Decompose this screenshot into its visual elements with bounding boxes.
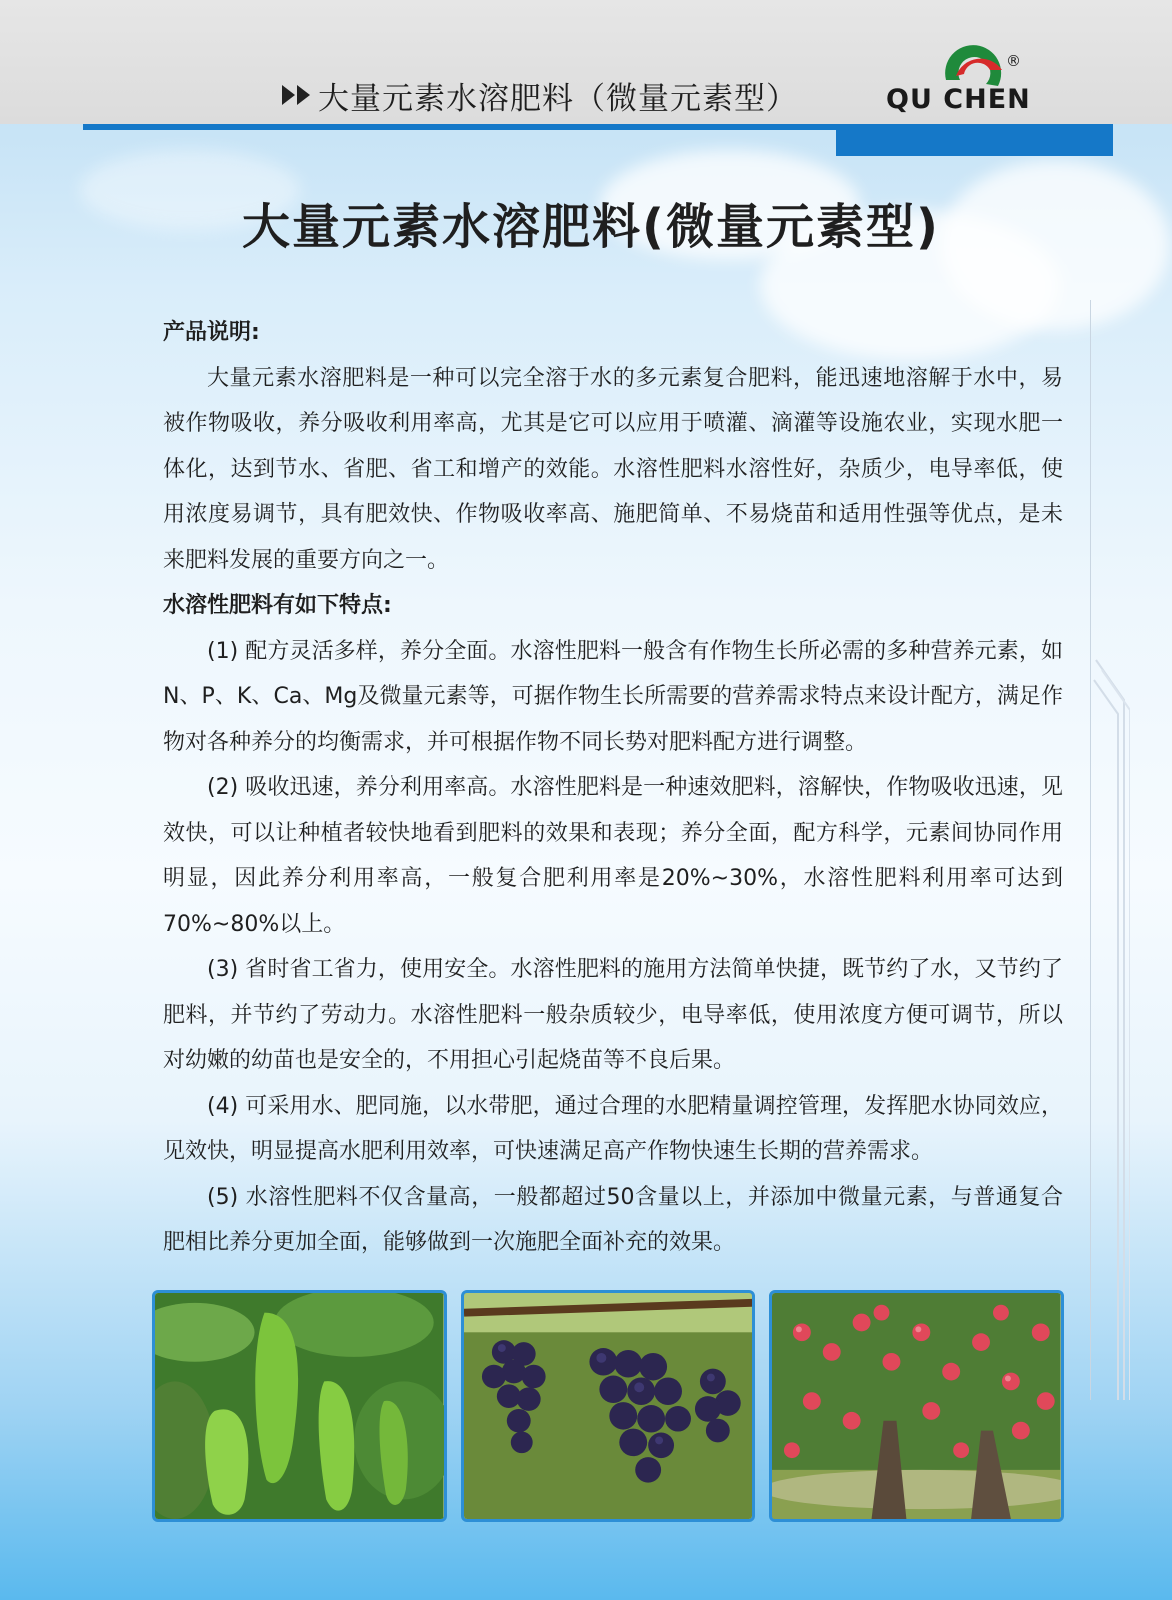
double-arrow-icon [282,85,310,105]
feature-item: (5) 水溶性肥料不仅含量高，一般都超过50含量以上，并添加中微量元素，与普通复合肥相比养分更加全面，能够做到一次施肥全面补充的效果。 [163,1184,1063,1255]
product-description: 大量元素水溶肥料是一种可以完全溶于水的多元素复合肥料，能迅速地溶解于水中，易被作物吸收，养分吸收利用率高，尤其是它可以应用于喷灌、滴灌等设施农业，实现水肥一体化，达到节水、省肥、省工和增产的效能。水溶性肥料水溶性好，杂质少，电导率低，使用浓度易调节，具有肥效快、作物吸收率高、施肥简单、不易烧苗和适用性强等优点，是未来肥料发展的重要方向之一。 [163,365,1063,573]
features-heading: 水溶性肥料有如下特点: [163,593,392,618]
header-title-text: 大量元素水溶肥料（微量元素型） [318,80,798,117]
registered-mark: ® [1006,52,1021,70]
apple-tree-photo [769,1290,1064,1522]
product-heading: 产品说明: [163,320,260,345]
side-decoration [1090,300,1130,1400]
feature-item: (3) 省时省工省力，使用安全。水溶性肥料的施用方法简单快捷，既节约了水，又节约了肥料，并节约了劳动力。水溶性肥料一般杂质较少，电导率低，使用浓度方便可调节，所以对幼嫩的幼苗也是安全的，不用担心引起烧苗等不良后果。 [163,957,1063,1073]
grapes-photo [461,1290,756,1522]
feature-item: (1) 配方灵活多样，养分全面。水溶性肥料一般含有作物生长所必需的多种营养元素，如N、P、K、Ca、Mg及微量元素等，可据作物生长所需要的营养需求特点来设计配方，满足作物对各种养分的均衡需求，并可根据作物不同长势对肥料配方进行调整。 [163,638,1063,755]
content-body [163,310,1063,1266]
feature-item: (2) 吸收迅速，养分利用率高。水溶性肥料是一种速效肥料，溶解快，作物吸收迅速，见效快，可以让种植者较快地看到肥料的效果和表现；养分全面，配方科学，元素间协同作用明显，因此养分利用率高，一般复合肥利用率是20%~30%，水溶性肥料利用率可达到70%~80%以上。 [163,775,1063,937]
feature-item: (4) 可采用水、肥同施，以水带肥，通过合理的水肥精量调控管理，发挥肥水协同效应，见效快，明显提高水肥利用效率，可快速满足高产作物快速生长期的营养需求。 [163,1093,1063,1164]
header-title [282,74,798,116]
green-pepper-photo [152,1290,447,1522]
brand-name: QU CHEN [886,84,1031,115]
header-accent-block [836,124,1113,156]
page-title: 大量元素水溶肥料(微量元素型) [242,199,940,255]
photo-strip [152,1290,1064,1522]
